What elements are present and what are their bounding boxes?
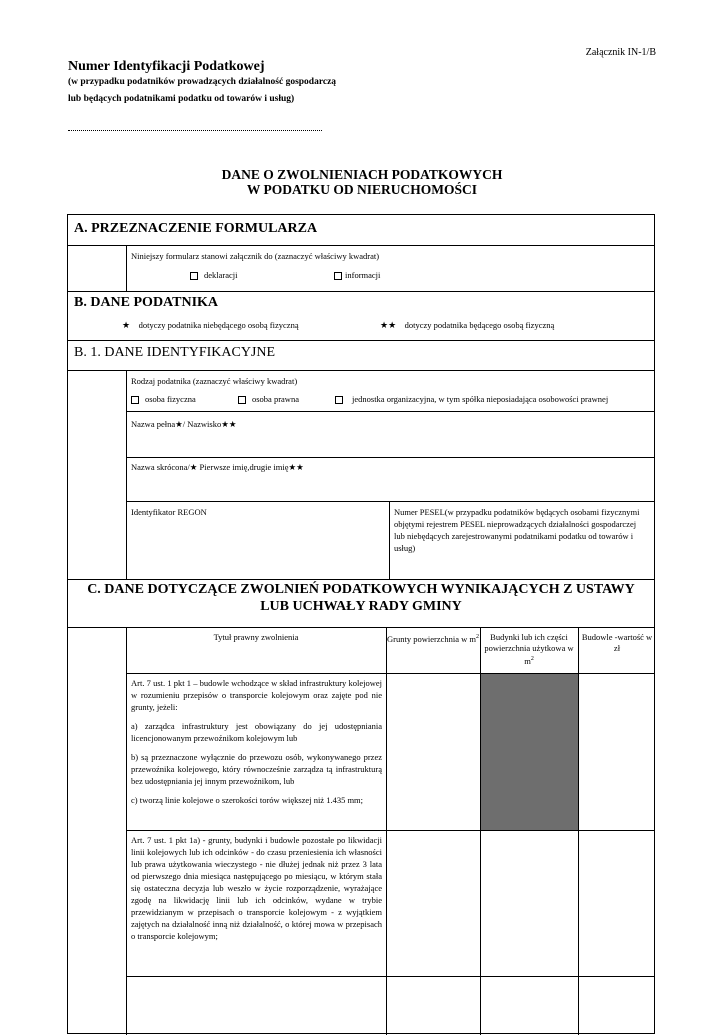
section-c-title-line2: LUB UCHWAŁY RADY GMINY bbox=[260, 599, 462, 614]
kind-organizational-unit[interactable]: jednostka organizacyjna, w tym spółka nieposiadająca osobowości prawnej bbox=[335, 393, 608, 405]
checkbox-square[interactable] bbox=[131, 396, 139, 404]
pesel-label: Numer PESEL(w przypadku podatników będących osobami fizycznymi objętymi rejestrem PESEL nieprowadzących działalności gospodarczej lub niebędących zarejestrowanymi podatnikami podatku od towarów i usług) bbox=[394, 507, 640, 553]
option-deklaracji-label: deklaracji bbox=[204, 270, 238, 280]
land-area-input-row1[interactable] bbox=[387, 674, 480, 830]
form-title-line2: W PODATKU OD NIERUCHOMOŚCI bbox=[246, 182, 478, 197]
land-area-input-row2[interactable] bbox=[387, 831, 480, 976]
nip-title: Numer Identyfikacji Podatkowej bbox=[68, 59, 265, 74]
col-structures-value: Budowle -wartość w zł bbox=[581, 632, 653, 653]
structures-value-input-row2[interactable] bbox=[579, 831, 656, 976]
section-b-title: B. DANE PODATNIKA bbox=[74, 295, 219, 310]
col-land-area: Grunty powierzchnia w $m^2$ bbox=[387, 633, 479, 644]
checkbox-informacji[interactable] bbox=[334, 269, 380, 281]
full-name-label: Nazwa pełna★/ Nazwisko★★ bbox=[131, 419, 237, 429]
col-buildings-area: Budynki lub ich części powierzchnia użytkowa w $m^2$ bbox=[484, 632, 574, 666]
section-a-intro: Niniejszy formularz stanowi załącznik do (zaznaczyć właściwy kwadrat) bbox=[131, 251, 380, 261]
star-icon: ★ bbox=[122, 320, 131, 330]
taxpayer-kind-label: Rodzaj podatnika (zaznaczyć właściwy kwadrat) bbox=[131, 376, 298, 386]
option-informacji-label: informacji bbox=[345, 270, 381, 280]
kind-natural-person[interactable]: osoba fizyczna bbox=[131, 393, 196, 405]
section-c-title-line1: C. DANE DOTYCZĄCE ZWOLNIEŃ PODATKOWYCH WYNIKAJĄCYCH Z USTAWY bbox=[87, 582, 635, 597]
exemption-row-art7-pkt1a: Art. 7 ust. 1 pkt 1a) - grunty, budynki i budowle pozostałe po likwidacji linii kolejowych lub ich odcinków - do czasu przeniesienia ich własności lub prawa użytkowania wieczystego - nie dłużej jednak niż przez 3 lata od pierwszego dnia miesiąca następującego po miesiącu, w którym stała się ostateczna decyzja lub weszło w życie rozporządzenie, wyrażające zgodę na likwidację linii lub ich odcinków, wydane w trybie przewidzianym w przepisach o transporcie kolejowym - z wyjątkiem zajętych na działalność inną niż działalność, o której mowa w przepisach o transporcie kolejowym; bbox=[131, 835, 382, 941]
section-b1-title: B. 1. DANE IDENTYFIKACYJNE bbox=[74, 345, 276, 360]
checkbox-square[interactable] bbox=[238, 396, 246, 404]
nip-subtitle-line2: lub będących podatnikami podatku od towarów i usług) bbox=[68, 94, 295, 104]
nip-input-line[interactable] bbox=[68, 126, 322, 131]
short-name-label: Nazwa skrócona/★ Pierwsze imię,drugie imię★★ bbox=[131, 462, 304, 472]
regon-label: Identyfikator REGON bbox=[131, 507, 207, 517]
section-c-title bbox=[68, 581, 654, 615]
note-legal-entity: ★ dotyczy podatnika niebędącego osobą fizyczną bbox=[122, 320, 299, 330]
nip-subtitle-line1: (w przypadku podatników prowadzących działalność gospodarczą bbox=[68, 77, 337, 87]
disabled-cell-buildings bbox=[481, 674, 578, 830]
double-star-icon: ★★ bbox=[380, 320, 397, 330]
buildings-area-input-row2[interactable] bbox=[481, 831, 578, 976]
checkbox-square[interactable] bbox=[335, 396, 343, 404]
exemption-row-art7-pkt1: Art. 7 ust. 1 pkt 1 – budowle wchodzące w skład infrastruktury kolejowej w rozumieniu przepisów o transporcie kolejowym oraz zajęte pod nie grunty, jeżeli: a) zarządca infrastruktury jest obowiązany do jej udostępniania licencjonowanym przewoźnikom kolejowym lub b) są przeznaczone wyłącznie do przewozu osób, wykonywanego przez przewoźnika kolejowego, który równocześnie zarządza tą infrastrukturą bez udostępniania jej innym przewoźnikom, lub c) tworzą linie kolejowe o szerokości torów większej niż 1.435 mm; bbox=[131, 678, 382, 805]
section-a-title: A. PRZEZNACZENIE FORMULARZA bbox=[74, 221, 318, 236]
form-frame bbox=[67, 214, 655, 1034]
col-legal-title: Tytuł prawny zwolnienia bbox=[213, 632, 299, 642]
checkbox-square[interactable] bbox=[334, 272, 342, 280]
structures-value-input-row1[interactable] bbox=[579, 674, 656, 830]
checkbox-deklaracji[interactable] bbox=[190, 269, 238, 281]
form-title-line1: DANE O ZWOLNIENIACH PODATKOWYCH bbox=[221, 167, 503, 182]
note-natural-person: ★★ dotyczy podatnika będącego osobą fizyczną bbox=[380, 320, 555, 330]
checkbox-square[interactable] bbox=[190, 272, 198, 280]
annex-label: Załącznik IN-1/B bbox=[585, 47, 656, 58]
kind-legal-person[interactable]: osoba prawna bbox=[238, 393, 299, 405]
